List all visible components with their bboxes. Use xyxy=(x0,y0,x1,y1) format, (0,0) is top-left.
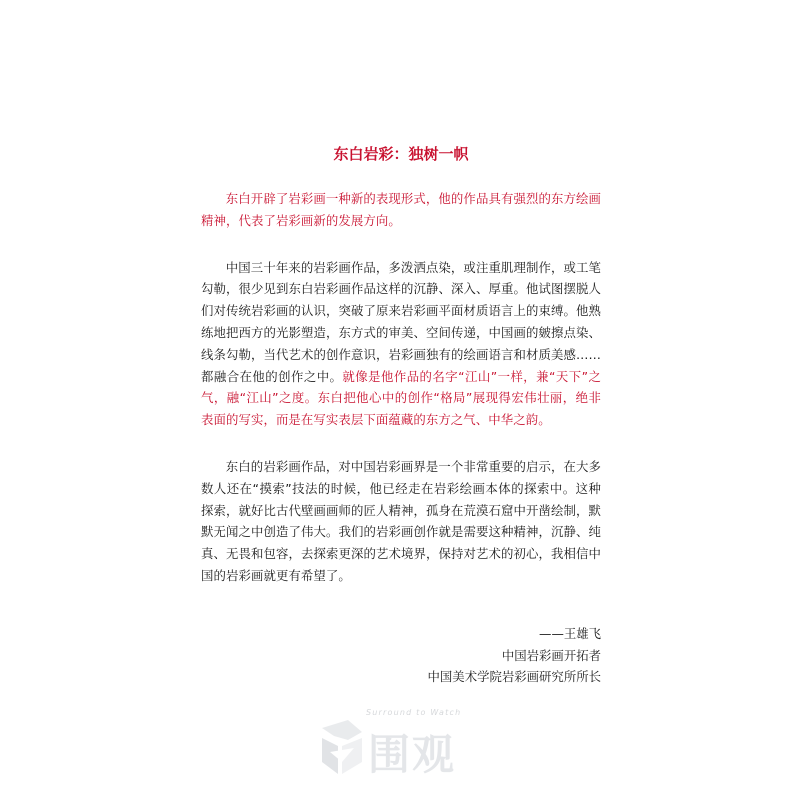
watermark xyxy=(318,708,490,780)
article-title: 东白岩彩：独树一帜 xyxy=(333,145,469,163)
signature-role-1: 中国岩彩画开拓者 xyxy=(501,647,601,663)
watermark-logo-icon xyxy=(318,718,366,776)
paragraph-3-text: 东白的岩彩画作品，对中国岩彩画界是一个非常重要的启示，在大多数人还在“摸索”技法的时候，他已经走在岩彩绘画本体的探索中。这种探索，就好比古代壁画画师的匠人精神，孤身在荒漠石窟中开凿绘制，默默无闻之中创造了伟大。我们的岩彩画创作就是需要这种精神，沉静、纯真、无畏和包容，去探索更深的艺术境界，保持对艺术的初心，我相信中国的岩彩画就更有希望了。 xyxy=(201,458,601,583)
paragraph-1 xyxy=(201,188,601,232)
watermark-english: Surround to Watch xyxy=(366,708,462,717)
signature-block xyxy=(201,623,601,688)
paragraph-3 xyxy=(201,456,601,587)
paragraph-2 xyxy=(201,257,601,431)
paragraph-1-text: 东白开辟了岩彩画一种新的表现形式，他的作品具有强烈的东方绘画精神，代表了岩彩画新的发展方向。 xyxy=(201,191,601,228)
signature-name: ——王雄飞 xyxy=(539,625,601,641)
signature-role-2: 中国美术学院岩彩画研究所所长 xyxy=(427,669,601,685)
watermark-chinese: 围观 xyxy=(368,730,457,779)
article xyxy=(201,142,601,688)
paragraph-2-text-b: 就像是他作品的名字“江山”一样，兼“天下”之气，融“江山”之度。东白把他心中的创作“格局”展现得宏伟壮丽，绝非表面的写实，而是在写实表层下面蕴藏的东方之气、中华之韵。 xyxy=(201,368,601,428)
paragraph-2-text-a: 中国三十年来的岩彩画作品，多泼洒点染，或注重肌理制作，或工笔勾勒，很少见到东白岩彩画作品这样的沉静、深入、厚重。他试图摆脱人们对传统岩彩画的认识，突破了原来岩彩画平面材质语言上的束缚。他熟练地把西方的光影塑造，东方式的审美、空间传递，中国画的皴擦点染、线条勾勒，当代艺术的创作意识，岩彩画独有的绘画语言和材质美感……都融合在他的创作之中。 xyxy=(201,259,601,384)
